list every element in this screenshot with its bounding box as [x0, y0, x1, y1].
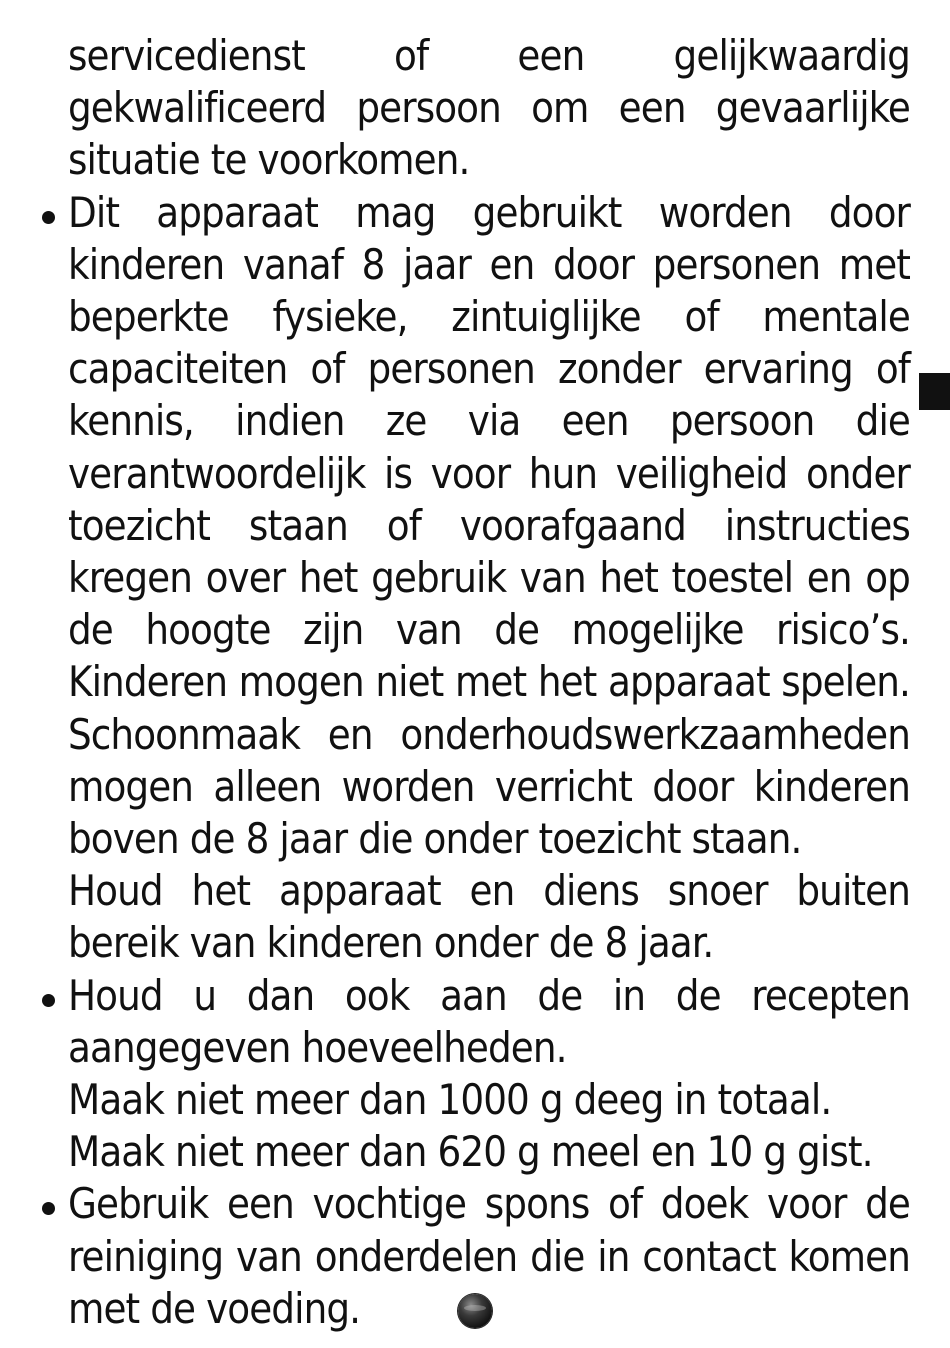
- paragraph-service: [42, 30, 910, 187]
- paragraph-text: Houd het apparaat en diens snoer buiten bereik van kinderen onder de 8 jaar.: [68, 866, 910, 968]
- bullet-recipe-quantities: [42, 970, 910, 1074]
- language-tab-marker: [919, 373, 950, 410]
- paragraph-flour-limit: [42, 1126, 910, 1178]
- paragraph-text: Houd u dan ook aan de in de recepten aangegeven hoeveelheden.: [68, 970, 910, 1072]
- paragraph-text: Gebruik een vochtige spons of doek voor de reiniging van onderdelen die in contact komen met de voeding.: [68, 1179, 910, 1333]
- paragraph-cord-reach: [42, 865, 910, 969]
- safety-instructions: [42, 30, 910, 1335]
- bullet-icon: [42, 994, 55, 1007]
- paragraph-text: Maak niet meer dan 1000 g deeg in totaal.: [68, 1075, 832, 1125]
- paragraph-text: Dit apparaat mag gebruikt worden door kinderen vanaf 8 jaar en door personen met beperkte fysieke, zintuiglijke of mentale capaciteiten of personen zonder ervaring of kennis, indien ze via een persoon die verantwoordelijk is voor hun veiligheid onder toezicht staan of voorafgaand instructies kregen over het gebruik van het toestel en op de hoogte zijn van de mogelijke risico’s. Kinderen mogen niet met het apparaat spelen. Schoonmaak en onderhoudswerkzaamheden mogen alleen worden verricht door kinderen boven de 8 jaar die onder toezicht staan.: [68, 187, 910, 864]
- paragraph-text: Maak niet meer dan 620 g meel en 10 g gist.: [68, 1127, 873, 1177]
- bullet-icon: [42, 1202, 55, 1215]
- bullet-icon: [42, 211, 55, 224]
- paragraph-text: servicedienst of een gelijkwaardig gekwalificeerd persoon om een gevaarlijke situatie te voorkomen.: [68, 31, 910, 185]
- page-marker-icon: [458, 1294, 492, 1328]
- bullet-children-use: [42, 187, 910, 866]
- paragraph-dough-limit: [42, 1074, 910, 1126]
